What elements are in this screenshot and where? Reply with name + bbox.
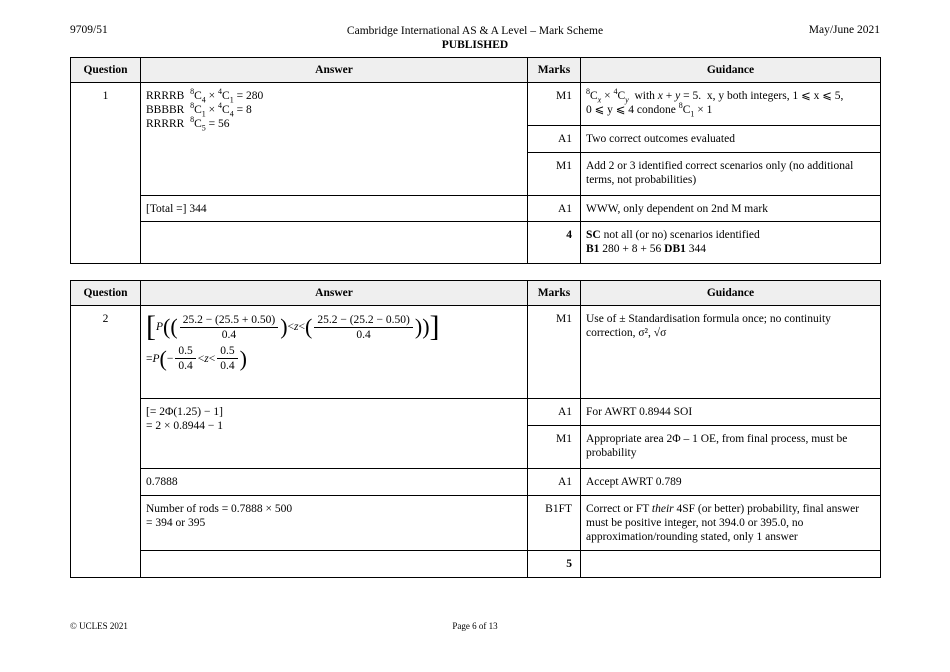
table-row (71, 399, 881, 426)
col-question: Question (71, 281, 141, 306)
col-marks: Marks (528, 281, 581, 306)
paper-code: 9709/51 (70, 24, 108, 36)
mark: M1 (528, 83, 581, 126)
mark: A1 (528, 469, 581, 496)
guidance-cell (581, 551, 881, 578)
guidance-cell: Appropriate area 2Φ – 1 OE, from final process, must be probability (581, 426, 881, 469)
guidance-cell: Two correct outcomes evaluated (581, 126, 881, 153)
guidance-cell: WWW, only dependent on 2nd M mark (581, 196, 881, 222)
table-row (71, 196, 881, 222)
answer-cell: Number of rods = 0.7888 × 500 = 394 or 395 (141, 496, 528, 551)
q1-table (70, 57, 881, 264)
mark: M1 (528, 306, 581, 399)
guidance-cell: Correct or FT their 4SF (or better) probability, final answer must be positive integer, not 394.0 or 395.0, no approximation/rounding stated, only 1 answer (581, 496, 881, 551)
table-header-row (71, 281, 881, 306)
table-row (71, 306, 881, 399)
guidance-cell: Add 2 or 3 identified correct scenarios only (no additional terms, not probabilities) (581, 153, 881, 196)
mark: A1 (528, 196, 581, 222)
status: PUBLISHED (441, 39, 509, 51)
table-row (71, 469, 881, 496)
answer-cell (141, 306, 528, 399)
answer-cell: [= 2Φ(1.25) − 1] = 2 × 0.8944 − 1 (141, 399, 528, 469)
mark: B1FT (528, 496, 581, 551)
answer-cell (141, 551, 528, 578)
col-guidance: Guidance (581, 281, 881, 306)
table-row (71, 222, 881, 264)
session: May/June 2021 (808, 24, 880, 36)
document-title (0, 24, 950, 52)
mark: A1 (528, 399, 581, 426)
answer-cell: 0.7888 (141, 469, 528, 496)
col-guidance: Guidance (581, 58, 881, 83)
answer-cell (141, 222, 528, 264)
q2-table (70, 280, 881, 578)
simplified-line: = P ( − $\frac{0.5}{0.4}$ < z < $\frac{0.5}{0.4}$ ) (146, 345, 247, 372)
col-marks: Marks (528, 58, 581, 83)
guidance-cell: SC not all (or no) scenarios identified B1 280 + 8 + 56 DB1 344 (581, 222, 881, 264)
table-row (71, 496, 881, 551)
col-answer: Answer (141, 58, 528, 83)
guidance-cell: Accept AWRT 0.789 (581, 469, 881, 496)
col-answer: Answer (141, 281, 528, 306)
copyright: © UCLES 2021 (70, 621, 128, 631)
answer-cell: RRRRB $^8C_4 \times ^4C_1 = 280$ BBBBR $^8C_1 \times ^4C_4 = 8$ RRRRR $^8C_5 = 56$ (141, 83, 528, 196)
table-row (71, 83, 881, 126)
mark-total: 5 (528, 551, 581, 578)
page-number: Page 6 of 13 (452, 621, 498, 631)
mark: A1 (528, 126, 581, 153)
guidance-cell: $^8C_x \times ^4C_y$ with x + y = 5. x, y both integers, 1 ⩽ x ⩽ 5, 0 ⩽ y ⩽ 4 condone $^8C_1 \times 1$ (581, 83, 881, 126)
col-question: Question (71, 58, 141, 83)
table-row (71, 551, 881, 578)
guidance-cell: Use of ± Standardisation formula once; no continuity correction, σ², √σ (581, 306, 881, 399)
question-number: 1 (71, 83, 141, 264)
standardisation-line: [ P ( ( $\frac{25.2 - (25.5 + 0.50)}{0.4}$ ) < z < ( $\frac{25.2 - (25.2 - 0.50)}{0.4}$ ) ) ] (146, 310, 440, 343)
table-header-row (71, 58, 881, 83)
title: Cambridge International AS & A Level – Mark Scheme (346, 25, 604, 37)
question-number: 2 (71, 306, 141, 578)
guidance-cell: For AWRT 0.8944 SOI (581, 399, 881, 426)
mark: M1 (528, 153, 581, 196)
answer-cell: [Total =] 344 (141, 196, 528, 222)
mark: M1 (528, 426, 581, 469)
mark-total: 4 (528, 222, 581, 264)
